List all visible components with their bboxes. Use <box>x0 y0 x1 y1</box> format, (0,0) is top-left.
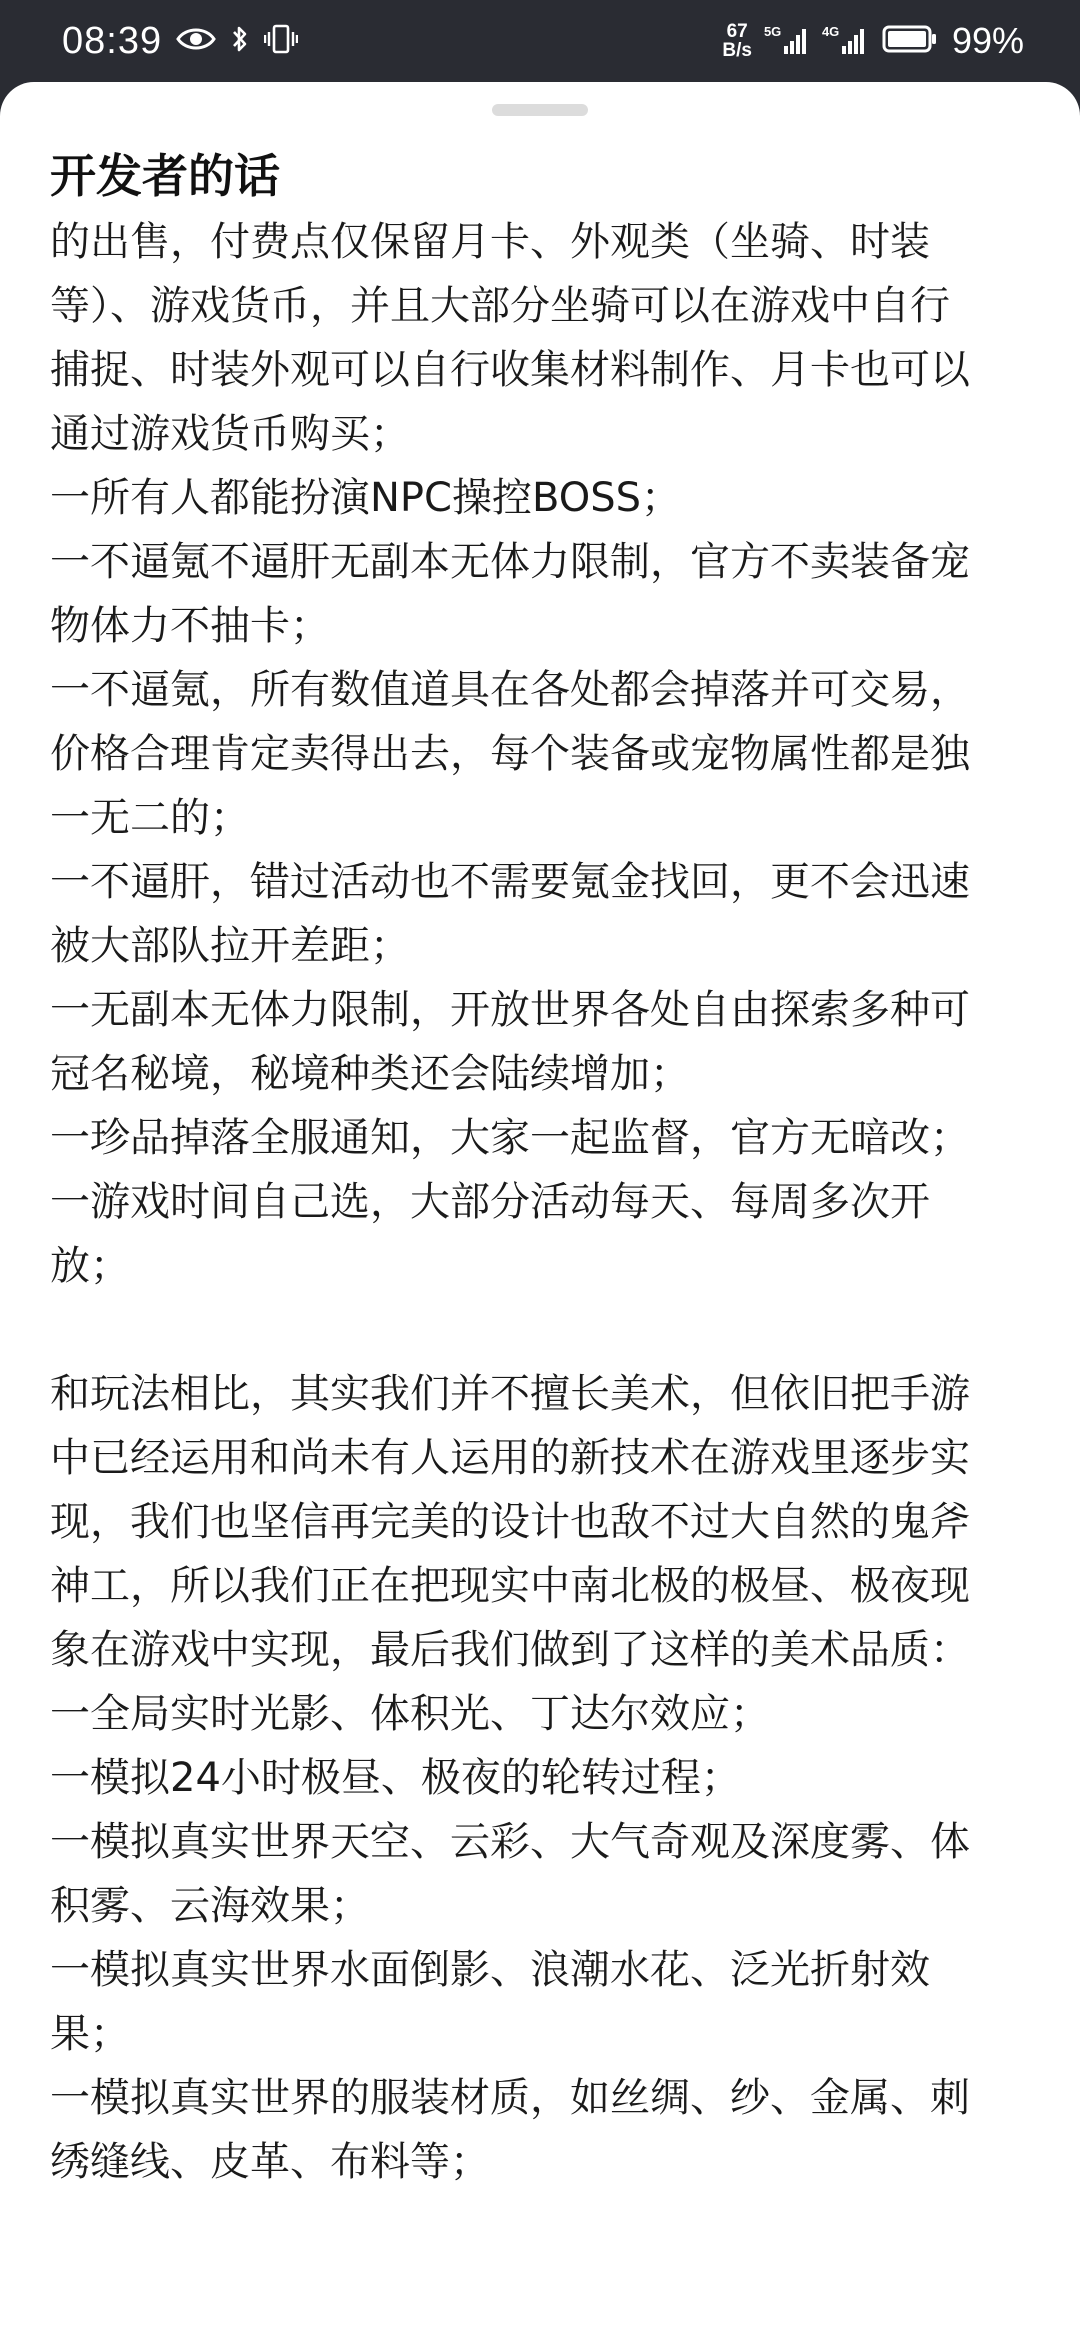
text-line: 一模拟24小时极昼、极夜的轮转过程； <box>50 1755 741 1801</box>
text-line: 和玩法相比，其实我们并不擅长美术，但依旧把手游 <box>50 1371 970 1417</box>
developer-notes-text <box>50 210 1030 2194</box>
battery-icon <box>882 24 938 58</box>
paragraph-gap <box>50 1298 1030 1362</box>
status-right <box>722 0 1024 82</box>
network-speed <box>722 22 752 60</box>
text-line: 现，我们也坚信再完美的设计也敌不过大自然的鬼斧 <box>50 1499 970 1545</box>
text-line: 一不逼氪，所有数值道具在各处都会掉落并可交易， <box>50 667 970 713</box>
text-line: 一不逼肝，错过活动也不需要氪金找回，更不会迅速 <box>50 859 970 905</box>
battery-percent: 99% <box>951 20 1024 61</box>
network-speed-value: 67 <box>726 21 748 42</box>
text-line: 积雾、云海效果； <box>50 1883 370 1929</box>
eye-icon <box>176 26 216 56</box>
text-line: 被大部队拉开差距； <box>50 923 410 969</box>
text-line: 一珍品掉落全服通知，大家一起监督，官方无暗改； <box>50 1115 970 1161</box>
status-bar <box>0 0 1080 82</box>
text-line: 绣缝线、皮革、布料等； <box>50 2139 490 2185</box>
signal-5g-icon <box>763 24 810 56</box>
network-speed-unit: B/s <box>722 40 752 61</box>
text-line: 中已经运用和尚未有人运用的新技术在游戏里逐步实 <box>50 1435 970 1481</box>
sim1-network-type: 5G <box>763 24 782 39</box>
text-line: 一模拟真实世界水面倒影、浪潮水花、泛光折射效 <box>50 1947 930 1993</box>
text-line: 一模拟真实世界的服装材质，如丝绸、纱、金属、刺 <box>50 2075 970 2121</box>
sheet-drag-handle[interactable] <box>492 104 588 116</box>
sheet-title: 开发者的话 <box>50 149 280 203</box>
clock: 08:39 <box>62 19 163 62</box>
text-line: 一无副本无体力限制，开放世界各处自由探索多种可 <box>50 987 970 1033</box>
text-line: 物体力不抽卡； <box>50 603 330 649</box>
text-line: 一全局实时光影、体积光、丁达尔效应； <box>50 1691 770 1737</box>
sim2-network-type: 4G <box>821 24 840 39</box>
text-line: 冠名秘境，秘境种类还会陆续增加； <box>50 1051 690 1097</box>
text-line: 一所有人都能扮演NPC操控BOSS； <box>50 475 681 521</box>
text-line: 一无二的； <box>50 795 250 841</box>
text-line: 的出售，付费点仅保留月卡、外观类（坐骑、时装 <box>50 219 930 265</box>
text-line: 神工，所以我们正在把现实中南北极的极昼、极夜现 <box>50 1563 970 1609</box>
text-line: 等）、游戏货币，并且大部分坐骑可以在游戏中自行 <box>50 283 950 329</box>
text-line: 一模拟真实世界天空、云彩、大气奇观及深度雾、体 <box>50 1819 970 1865</box>
bottom-sheet <box>0 82 1080 2340</box>
signal-4g-icon <box>821 24 868 56</box>
text-line: 通过游戏货币购买； <box>50 411 410 457</box>
text-line: 放； <box>50 1243 130 1289</box>
paragraph-monetization <box>50 210 1030 1298</box>
vibrate-icon <box>264 23 298 59</box>
status-left <box>62 0 298 82</box>
text-line: 一游戏时间自己选，大部分活动每天、每周多次开 <box>50 1179 930 1225</box>
text-line: 捕捉、时装外观可以自行收集材料制作、月卡也可以 <box>50 347 970 393</box>
text-line: 果； <box>50 2011 130 2057</box>
text-line: 一不逼氪不逼肝无副本无体力限制，官方不卖装备宠 <box>50 539 970 585</box>
text-line: 价格合理肯定卖得出去，每个装备或宠物属性都是独 <box>50 731 970 777</box>
text-line: 象在游戏中实现，最后我们做到了这样的美术品质： <box>50 1627 970 1673</box>
paragraph-art-quality <box>50 1362 1030 2194</box>
bluetooth-icon <box>230 23 250 59</box>
